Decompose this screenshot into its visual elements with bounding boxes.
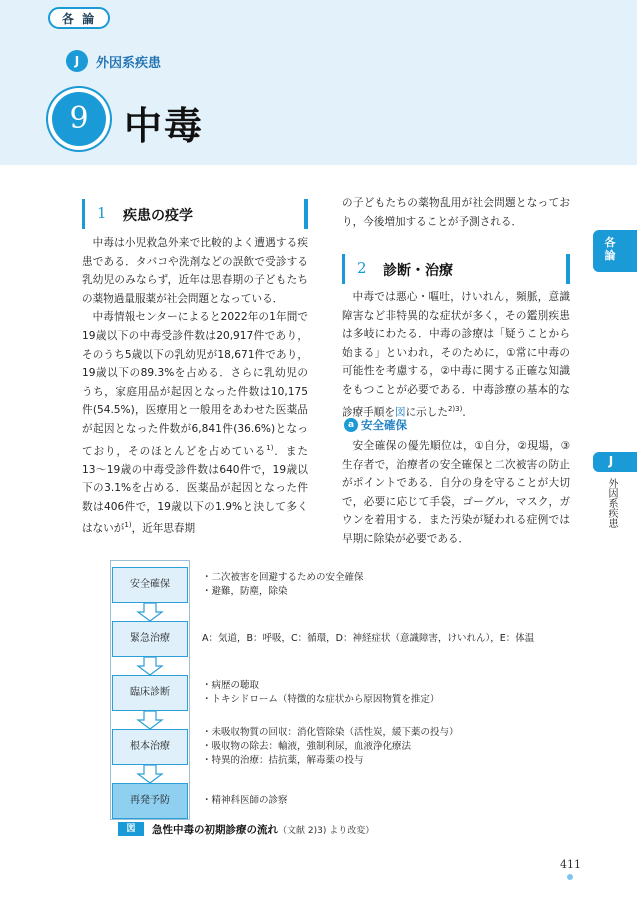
chapter-title: 中毒 (124, 104, 205, 148)
flow-desc-line: ・未吸収物質の回収：消化管除染（活性炭，緩下薬の投与） (202, 727, 459, 738)
paragraph (82, 308, 308, 538)
citation: 1) (124, 521, 132, 530)
side-category-label: 外因系疾患 (606, 478, 617, 528)
paragraph (342, 288, 570, 422)
figure-caption (152, 822, 374, 837)
text-run: 中毒では悪心・嘔吐，けいれん，頻脈，意識障害など非特異的な症状が多く，その鑑別疾患は多岐にわたる．中毒の診療は「疑うことから始まる」といわれ，そのために，①常に中毒の可能性を考慮する，②中毒に関する正確な知識をもつことが必要である．中毒診療の基本的な診療手順を (342, 291, 570, 419)
section-title: 診断・治療 (383, 263, 453, 279)
flow-desc-line: ・トキシドローム（特徴的な症状から原因物質を推定） (202, 694, 440, 705)
text-run: に示した (405, 406, 448, 419)
flow-desc-line: ・吸収物の除去：輸液，強制利尿，血液浄化療法 (202, 741, 412, 752)
text-run: ，近年思春期 (131, 522, 196, 535)
text-run: 中毒情報センターによると2022年の1年間で19歳以下の中毒受診件数は20,917件であり，そのうち5歳以下の乳幼児が18,671件であり，19歳以下の89.3%を占める．さらに乳幼児のうち，家庭用品が起因となった件数は10,175件(54.5%)，医療用と一般用をあわせた医薬品が起因となった件数が6,841件(36.6%)となっており，そのほとんどを占めている (82, 311, 308, 458)
flow-desc (202, 726, 459, 768)
section-heading-1 (82, 199, 308, 229)
page-number: 411 (560, 858, 581, 871)
figure-caption-text: 急性中毒の初期診療の流れ (152, 824, 278, 836)
flow-desc-line: ・二次被害を回避するための安全確保 (202, 572, 364, 583)
side-tab-section-label: 各論 (604, 236, 616, 262)
flow-desc-line: ・避難，防塵，除染 (202, 586, 288, 597)
flow-arrow (138, 657, 162, 675)
section-title: 疾患の疫学 (123, 208, 193, 224)
paragraph: の子どもたちの薬物乱用が社会問題となっており，今後増加することが予測される． (342, 197, 570, 228)
flow-desc-line: ・特異的治療：拮抗薬，解毒薬の投与 (202, 755, 364, 766)
figure-source: （文献 2)3) より改変） (278, 826, 375, 836)
citation: 1) (266, 443, 274, 452)
subsection-badge: a (344, 418, 358, 432)
text-run: ． (462, 406, 473, 419)
flow-desc-line: ・病歴の聴取 (202, 680, 260, 691)
section-tab-label: 各 論 (61, 12, 97, 26)
flow-arrow (138, 711, 162, 729)
section1-body (82, 234, 308, 539)
figure-badge: 図 (118, 822, 144, 836)
category-badge: J (66, 50, 88, 72)
flow-desc (202, 794, 288, 808)
flow-step: 根本治療 (112, 729, 188, 765)
flow-step: 緊急治療 (112, 621, 188, 657)
text-run: ．また13〜19歳の中毒受診件数は640件で，19歳以下の3.1%を占める．医薬品が起因となった件数は406件で，19歳以下の1.9%と決して多くはないが (82, 445, 309, 535)
subsection-body (342, 437, 570, 549)
section1-continuation (342, 194, 570, 231)
figure-link[interactable]: 図 (394, 406, 406, 419)
flow-desc (202, 679, 439, 707)
flow-step: 安全確保 (112, 567, 188, 603)
section-number: 1 (97, 204, 107, 222)
chapter-number: 9 (52, 92, 106, 146)
flow-step: 再発予防 (112, 783, 188, 819)
flow-arrow (138, 603, 162, 621)
subsection-title: 安全確保 (361, 418, 407, 432)
paragraph: 中毒は小児救急外来で比較的よく遭遇する疾患である．タバコや洗剤などの誤飲で受診する乳幼児のみならず，近年は思春期の子どもたちの薬物過量服薬が社会問題となっている． (82, 237, 308, 305)
category-title: 外因系疾患 (96, 56, 162, 71)
flow-desc-line: A：気道，B：呼吸，C：循環，D：神経症状（意識障害，けいれん），E：体温 (202, 633, 535, 644)
section2-body (342, 288, 570, 422)
flow-desc (202, 571, 364, 599)
section-number: 2 (357, 259, 367, 277)
flow-desc-line: ・精神科医師の診察 (202, 795, 288, 806)
paragraph: 安全確保の優先順位は，①自分，②現場，③生存者で，治療者の安全確保と二次被害の防止がポイントである．自分の身を守ることが大切で，必要に応じて手袋，ゴーグル，マスク，ガウンを着用する．また汚染が疑われる症例では早期に除染が必要である． (342, 440, 570, 545)
section-heading-2 (342, 254, 570, 284)
page-dot (567, 874, 573, 880)
citation: 2)3) (447, 404, 463, 413)
flow-desc (202, 632, 534, 646)
flow-step: 臨床診断 (112, 675, 188, 711)
side-tab-category-letter: J (608, 454, 614, 468)
flow-arrow (138, 765, 162, 783)
